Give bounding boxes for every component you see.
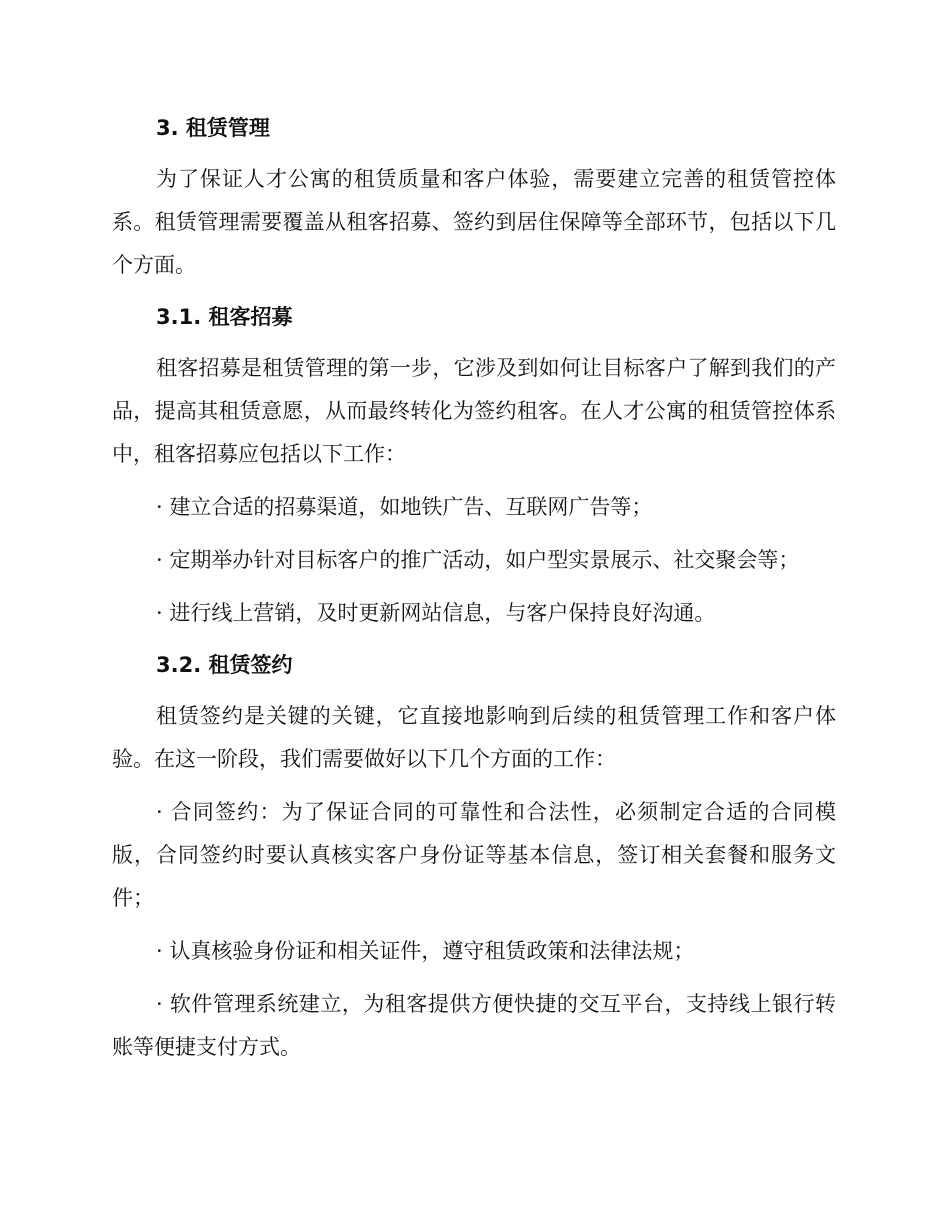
section-3-paragraph: 为了保证人才公寓的租赁质量和客户体验，需要建立完善的租赁管控体系。租赁管理需要覆盖从租客招募、签约到居住保障等全部环节，包括以下几个方面。: [112, 167, 836, 277]
section-3-2-paragraph: 租赁签约是关键的关键，它直接地影响到后续的租赁管理工作和客户体验。在这一阶段，我们需要做好以下几个方面的工作：: [112, 704, 836, 771]
section-3-1-bullet-2: · 定期举办针对目标客户的推广活动，如户型实景展示、社交聚会等；: [156, 548, 800, 572]
section-3-1-paragraph: 租客招募是租赁管理的第一步，它涉及到如何让目标客户了解到我们的产品，提高其租赁意愿，从而最终转化为签约租客。在人才公寓的租赁管控体系中，租客招募应包括以下工作：: [112, 356, 836, 466]
section-3-2-bullet-3: · 软件管理系统建立，为租客提供方便快捷的交互平台，支持线上银行转账等便捷支付方式。: [112, 992, 836, 1059]
section-3-1-bullet-3: · 进行线上营销，及时更新网站信息，与客户保持良好沟通。: [156, 601, 716, 625]
section-heading-3-1: 3.1. 租客招募: [156, 305, 293, 329]
section-heading-3-2: 3.2. 租赁签约: [156, 653, 293, 677]
section-heading-3: 3. 租赁管理: [156, 116, 270, 140]
section-3-2-bullet-1: · 合同签约：为了保证合同的可靠性和合法性，必须制定合适的合同模版，合同签约时要认真核实客户身份证等基本信息，签订相关套餐和服务文件；: [112, 800, 836, 910]
section-3-1-bullet-1: · 建立合适的招募渠道，如地铁广告、互联网广告等；: [156, 495, 653, 519]
document-page: [112, 108, 836, 1079]
section-3-2-bullet-2: · 认真核验身份证和相关证件，遵守租赁政策和法律法规；: [156, 939, 695, 963]
